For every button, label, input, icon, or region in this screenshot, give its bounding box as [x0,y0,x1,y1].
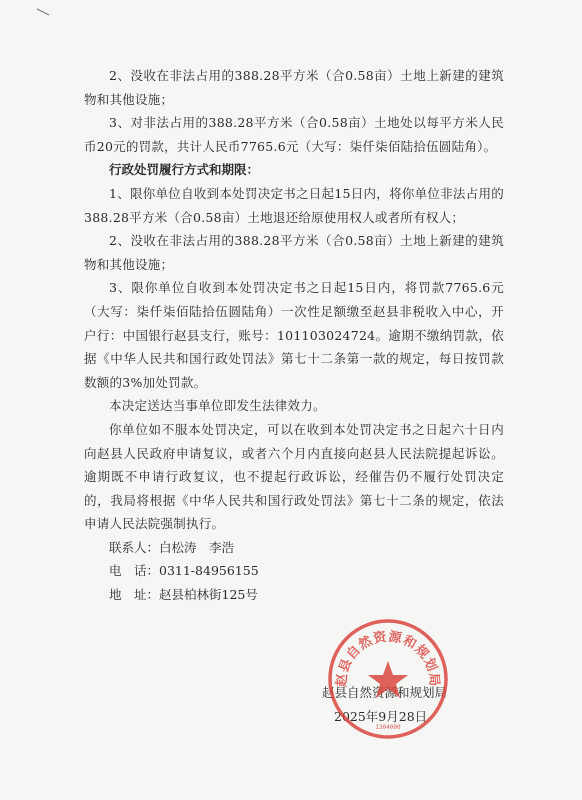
item-confiscate-buildings: 2、没收在非法占用的388.28平方米（合0.58亩）土地上新建的建筑物和其他设施； [84,68,504,107]
section-title-enforcement: 行政处罚履行方式和期限： [109,162,260,178]
contact-person-line [84,536,504,560]
scan-mark [36,8,50,16]
contact-person-label: 联系人： [109,539,160,555]
address-label: 地 址： [109,587,160,603]
address: 赵县柏林街125号 [159,587,258,603]
item-fine: 3、对非法占用的388.28平方米（合0.58亩）土地处以每平方米人民币20元的罚款，共计人民币7765.6元（大写：柒仟柒佰陆拾伍圆陆角）。 [84,115,504,154]
phone-label: 电 话： [109,563,160,579]
svg-text:赵县自然资源和规划局: 赵县自然资源和规划局 [334,629,442,688]
enforcement-item-confiscate: 2、没收在非法占用的388.28平方米（合0.58亩）土地上新建的建筑物和其他设施； [84,233,504,272]
issue-date: 2025年9月28日 [334,708,428,724]
appeal-statement: 你单位如不服本处罚决定，可以在收到本处罚决定书之日起六十日内向赵县人民政府申请复议，或者六个月内直接向赵县人民法院提起诉讼。逾期既不申请行政复议，也不提起行政诉讼，经催告仍不履行处罚决定的，我局将根据《中华人民共和国行政处罚法》第七十二条的规定，依法申请人民法院强制执行。 [84,421,504,532]
effect-statement: 本决定送达当事单位即发生法律效力。 [109,398,326,414]
enforcement-item-return-land: 1、限你单位自收到本处罚决定书之日起15日内，将你单位非法占用的388.28平方米（合0.58亩）土地退还给原使用权人或者所有权人； [84,185,504,225]
official-seal-icon [326,617,450,741]
enforcement-item-pay-fine: 3、限你单位自收到本处罚决定书之日起15日内，将罚款7765.6元（大写：柒仟柒佰陆拾伍圆陆角）一次性足额缴至赵县非税收入中心，开户行：中国银行赵县支行，账号：101103024724。逾期不缴纳罚款，依据《中华人民共和国行政处罚法》第七十二条第一款的规定，每日按罚款数额的3%加处罚款。 [84,280,504,390]
document-body [84,64,504,607]
address-line [84,583,504,607]
svg-text:1304000: 1304000 [375,724,401,731]
issuing-organization: 赵县自然资源和规划局 [322,685,448,700]
phone-number: 0311-84956155 [159,563,259,579]
phone-line [84,559,504,583]
contact-person: 白松涛 李浩 [159,539,235,555]
